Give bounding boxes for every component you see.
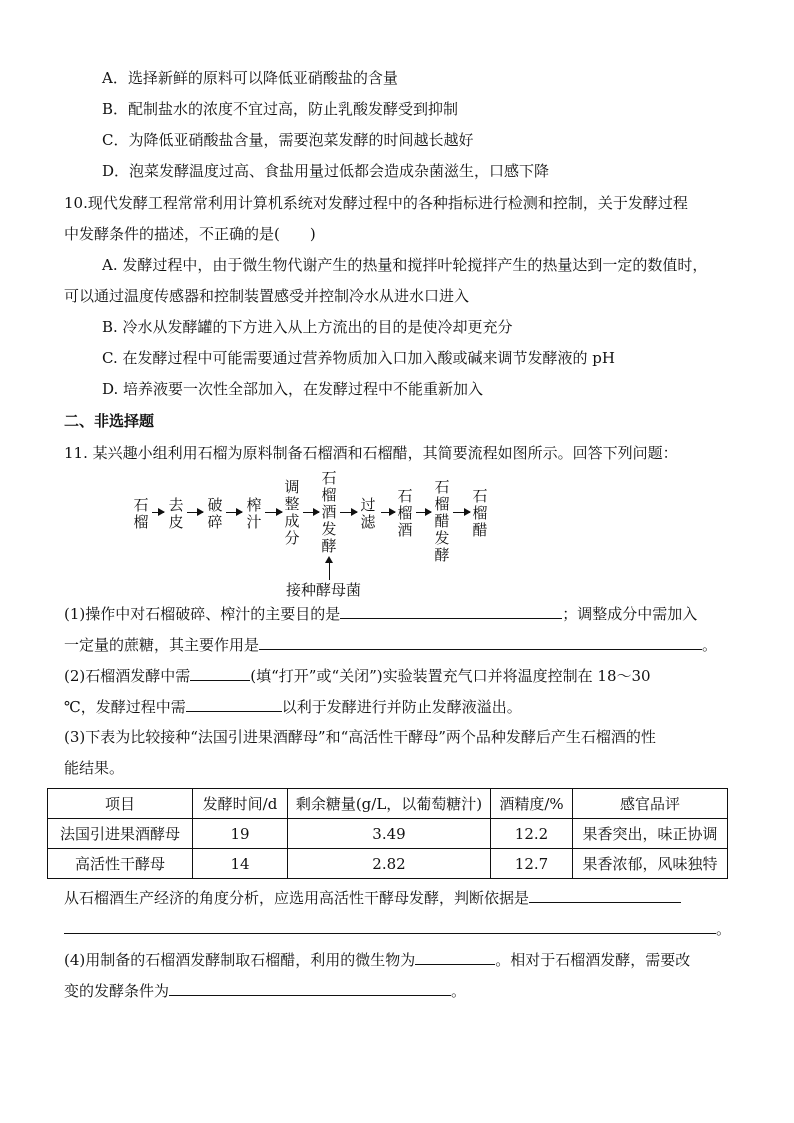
q11-part2-line2 [64,696,522,717]
q11-part2-text-d: 以利于发酵进行并防止发酵液溢出。 [281,698,522,716]
table-header: 发酵时间/d [193,789,288,819]
flow-input-arrow [329,562,330,580]
table-cell: 12.7 [491,849,573,879]
q11-part3-after-text: 从石榴酒生产经济的角度分析，应选用高活性干酵母发酵，判断依据是 [64,889,530,907]
flowchart [120,470,520,600]
table-cell: 3.49 [288,819,491,849]
q9-option-d: D．泡菜发酵温度过高、食盐用量过低都会造成杂菌滋生，口感下降 [102,162,550,180]
q10-stem-line2: 中发酵条件的描述，不正确的是( ) [64,225,316,243]
q11-part4-text-b: 。相对于石榴酒发酵，需要改 [495,951,691,969]
q9-option-b: B．配制盐水的浓度不宜过高，防止乳酸发酵受到抑制 [102,100,459,118]
q10-option-a-line1: A. 发酵过程中，由于微生物代谢产生的热量和搅拌叶轮搅拌产生的热量达到一定的数值时， [102,256,708,274]
q11-part1-text: (1)操作中对石榴破碎、榨汁的主要目的是 [64,605,341,623]
q11-part3-line2: 能结果。 [64,759,125,777]
q9-option-a: A．选择新鲜的原料可以降低亚硝酸盐的含量 [102,69,398,87]
table-header: 项目 [48,789,193,819]
q10-option-b: B. 冷水从发酵罐的下方进入从上方流出的目的是使冷却更充分 [102,318,513,336]
q11-part3-line1: (3)下表为比较接种“法国引进果酒酵母”和“高活性干酵母”两个品种发酵后产生石榴酒的性 [64,728,656,746]
flow-arrow [340,512,357,513]
q11-part1-text-b: ；调整成分中需加入 [562,605,698,623]
answer-blank-4[interactable] [186,696,282,712]
flow-arrow [152,512,164,513]
answer-blank-7[interactable] [415,949,495,965]
answer-blank-8[interactable] [169,980,451,996]
q11-part1-line1 [64,603,697,624]
q11-part4-line1 [64,949,690,970]
table-row [48,819,728,849]
table-cell: 14 [193,849,288,879]
table-cell: 12.2 [491,819,573,849]
q11-part3-after-line2 [64,918,731,939]
q11-part1-end: 。 [702,636,718,654]
flow-step-vinegar-ferment: 石榴醋发酵 [434,478,450,564]
table-cell: 19 [193,819,288,849]
q11-part1-line2 [64,634,717,655]
q11-part4-end: 。 [451,982,467,1000]
flow-step-juice: 榨汁 [246,496,262,531]
q11-part2-line1 [64,665,651,686]
table-cell: 法国引进果酒酵母 [48,819,193,849]
flow-arrow [226,512,242,513]
table-cell: 高活性干酵母 [48,849,193,879]
table-row [48,849,728,879]
table-header-row [48,789,728,819]
flow-arrow [381,512,395,513]
flow-arrow [453,512,470,513]
q11-part2-text-b: (填“打开”或“关闭”)实验装置充气口并将温度控制在 18～30 [250,667,651,685]
table-header: 酒精度/% [491,789,573,819]
section-title: 二、非选择题 [64,412,155,430]
flow-arrow [265,512,282,513]
q11-part1-text-c: 一定量的蔗糖，其主要作用是 [64,636,260,654]
q11-part4-text: (4)用制备的石榴酒发酵制取石榴醋，利用的微生物为 [64,951,416,969]
q11-part2-text-c: ℃，发酵过程中需 [64,698,186,716]
flow-input-label: 接种酵母菌 [286,581,362,599]
q10-option-a-line2: 可以通过温度传感器和控制装置感受并控制冷水从进水口进入 [64,287,470,305]
table-header: 剩余糖量(g/L，以葡萄糖汁) [288,789,491,819]
table-cell: 2.82 [288,849,491,879]
answer-blank-2[interactable] [259,634,702,650]
q9-option-c: C．为降低亚硝酸盐含量，需要泡菜发酵的时间越长越好 [102,131,474,149]
table-cell: 果香浓郁，风味独特 [573,849,728,879]
flow-step-pomegranate: 石榴 [133,496,149,531]
flow-arrow [187,512,203,513]
flow-step-crush: 破碎 [207,496,223,531]
flow-step-wine: 石榴酒 [397,487,413,539]
q10-stem-line1: 10.现代发酵工程常常利用计算机系统对发酵过程中的各种指标进行检测和控制，关于发酵过程 [64,194,688,212]
answer-blank-1[interactable] [340,603,562,619]
answer-blank-3[interactable] [190,665,250,681]
q11-part3-after-line1 [64,887,681,908]
q11-part4-line2 [64,980,466,1001]
flow-arrow [416,512,431,513]
q11-stem: 11. 某兴趣小组利用石榴为原料制备石榴酒和石榴醋，其简要流程如图所示。回答下列问题： [64,444,678,462]
flow-step-adjust: 调整成分 [284,478,300,547]
q10-option-d: D. 培养液要一次性全部加入，在发酵过程中不能重新加入 [102,380,484,398]
results-table [47,788,728,879]
answer-blank-6[interactable] [64,918,716,934]
table-header: 感官品评 [573,789,728,819]
flow-input-arrowhead [325,556,333,563]
flow-arrow [303,512,319,513]
answer-blank-5[interactable] [529,887,681,903]
q11-part4-text-c: 变的发酵条件为 [64,982,170,1000]
flow-step-peel: 去皮 [168,496,184,531]
q11-part2-text: (2)石榴酒发酵中需 [64,667,191,685]
flow-step-wine-ferment: 石榴酒发酵 [321,469,337,555]
q11-part3-after-end: 。 [716,920,732,938]
flow-step-filter: 过滤 [360,496,376,531]
flow-step-vinegar: 石榴醋 [472,487,488,539]
q10-option-c: C. 在发酵过程中可能需要通过营养物质加入口加入酸或碱来调节发酵液的 pH [102,349,615,367]
table-cell: 果香突出，味正协调 [573,819,728,849]
